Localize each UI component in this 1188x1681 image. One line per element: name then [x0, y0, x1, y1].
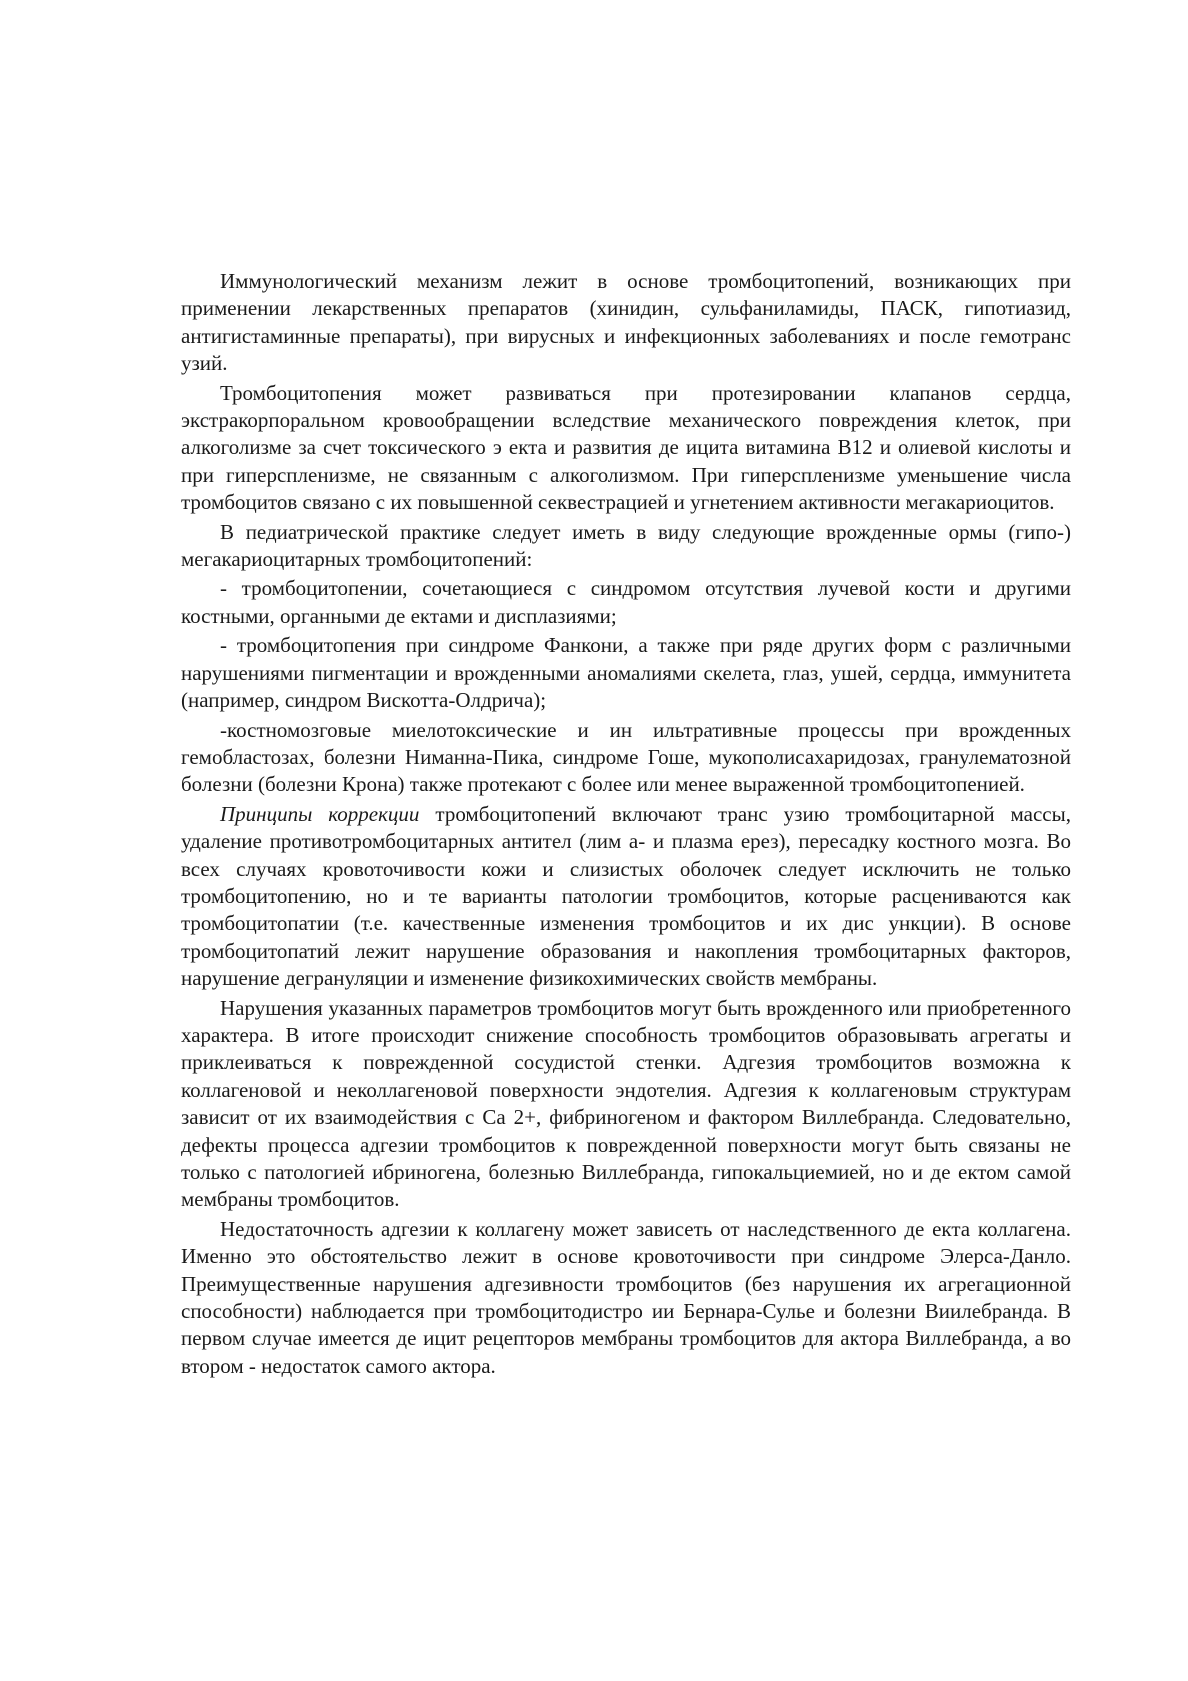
list-item-fanconi: - тромбоцитопения при синдроме Фанкони, а также при ряде других форм с различными нарушениями пигментации и врожденными аномалиями скелета, глаз, ушей, сердца, иммунитета (например, синдром Вискотта-Олдрича);: [181, 633, 1071, 713]
paragraph-pediatric-forms: В педиатрической практике следует иметь в виду следующие врожденные ормы (гипо-) мегакариоцитарных тромбоцитопений:: [181, 519, 1071, 572]
italic-lead-phrase: Принципы коррекции: [220, 801, 420, 826]
paragraph-parameter-disorders: Нарушения указанных параметров тромбоцитов могут быть врожденного или приобретенного характера. В итоге происходит снижение способность тромбоцитов образовывать агрегаты и приклеиваться к поврежденной сосудистой стенки. Адгезия тромбоцитов возможна к коллагеновой и неколлагеновой поверхности эндотелия. Адгезия к коллагеновым структурам зависит от их взаимодействия с Са 2+, фибриногеном и фактором Виллебранда. Следовательно, дефекты процесса адгезии тромбоцитов к поврежденной поверхности могут быть связаны не только с патологией ибриногена, болезнью Виллебранда, гипокальциемией, но и де ектом самой мембраны тромбоцитов.: [181, 995, 1071, 1212]
paragraph-prosthetic-valves: Тромбоцитопения может развиваться при протезировании клапанов сердца, экстракорпоральном кровообращении вследствие механического повреждения клеток, при алкоголизме за счет токсического э екта и развития де ицита витамина В12 и олиевой кислоты и при гиперспленизме, не связанным с алкоголизмом. При гиперспленизме уменьшение числа тромбоцитов связано с их повышенной секвестрацией и угнетением активности мегакариоцитов.: [181, 380, 1071, 515]
document-body: [181, 268, 1071, 1382]
list-item-bone-marrow: -костномозговые миелотоксические и ин ильтративные процессы при врожденных гемобластозах, болезни Ниманна-Пика, синдроме Гоше, мукополисахаридозах, гранулематозной болезни (болезни Крона) также протекают с более или менее выраженной тромбоцитопенией.: [181, 717, 1071, 797]
paragraph-adhesion-insufficiency: Недостаточность адгезии к коллагену может зависеть от наследственного де екта коллагена. Именно это обстоятельство лежит в основе кровоточивости при синдроме Элерса-Данло. Преимущественные нарушения адгезивности тромбоцитов (без нарушения их агрегационной способности) наблюдается при тромбоцитодистро ии Бернара-Сулье и болезни Виилебранда. В первом случае имеется де ицит рецепторов мембраны тромбоцитов для актора Виллебранда, а во втором - недостаток самого актора.: [181, 1216, 1071, 1378]
paragraph-correction-text: тромбоцитопений включают транс узию тромбоцитарной массы, удаление противотромбоцитарных антител (лим а- и плазма ерез), пересадку костного мозга. Во всех случаях кровоточивости кожи и слизистых оболочек следует исключить не только тромбоцитопению, но и те варианты патологии тромбоцитов, которые расцениваются как тромбоцитопатии (т.е. качественные изменения тромбоцитов и их дис ункции). В основе тромбоцитопатий лежит нарушение образования и накопления тромбоцитарных факторов, нарушение дегрануляции и изменение физикохимических свойств мембраны.: [181, 801, 1071, 991]
paragraph-immunological-mechanism: Иммунологический механизм лежит в основе тромбоцитопений, возникающих при применении лекарственных препаратов (хинидин, сульфаниламиды, ПАСК, гипотиазид, антигистаминные препараты), при вирусных и инфекционных заболеваниях и после гемотранс узий.: [181, 269, 1071, 376]
paragraph-correction-principles: [181, 801, 1071, 993]
list-item-radius-absence: - тромбоцитопении, сочетающиеся с синдромом отсутствия лучевой кости и другими костными, органными де ектами и дисплазиями;: [181, 576, 1071, 628]
